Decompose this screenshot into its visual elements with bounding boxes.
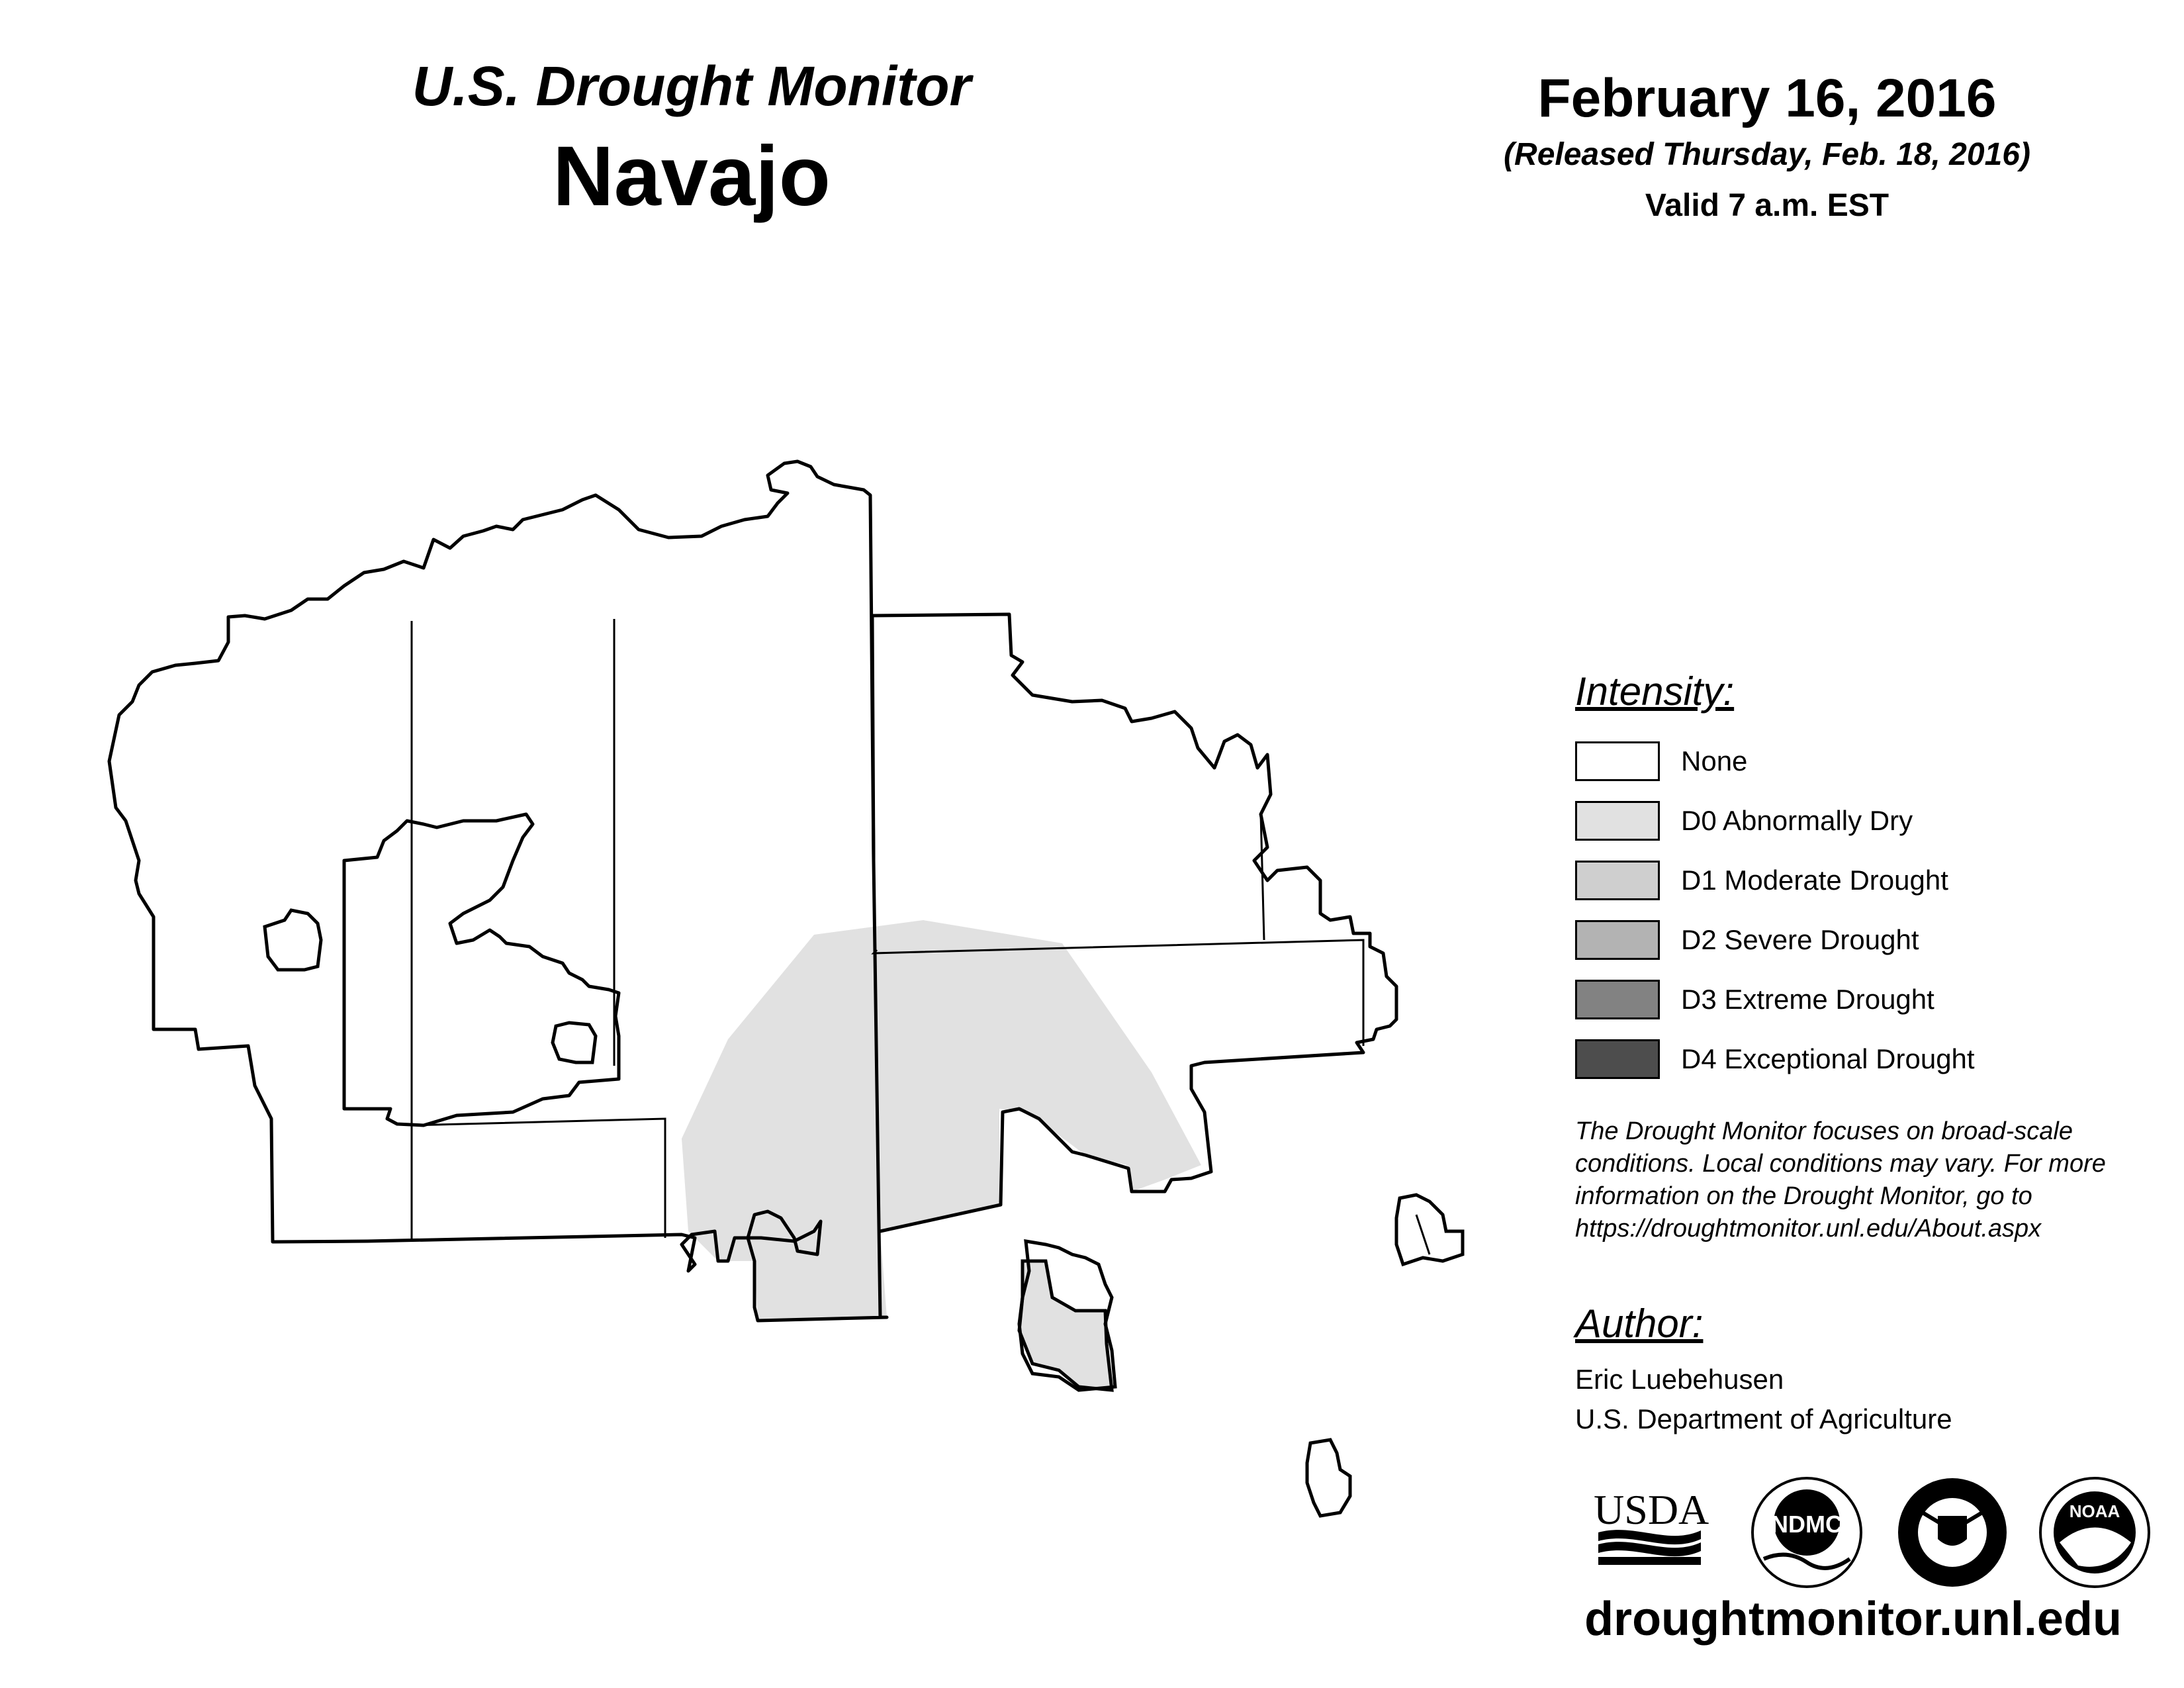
- note-line: The Drought Monitor focuses on broad-scale: [1575, 1117, 2073, 1145]
- legend-swatch-d0: [1575, 801, 1660, 841]
- footer-url[interactable]: droughtmonitor.unl.edu: [1584, 1593, 2122, 1646]
- legend-label: D3 Extreme Drought: [1681, 984, 1934, 1015]
- release-date: (Released Thursday, Feb. 18, 2016): [1504, 137, 2030, 173]
- usda-logo-text: USDA: [1594, 1486, 1709, 1533]
- author-org: U.S. Department of Agriculture: [1575, 1403, 1952, 1434]
- disclaimer-note: [1575, 1115, 2171, 1245]
- ndmc-logo-text: NDMC: [1771, 1511, 1843, 1538]
- noaa-logo: [2040, 1478, 2149, 1587]
- author-heading: Author:: [1575, 1301, 1704, 1346]
- legend-swatch-none: [1575, 741, 1660, 781]
- legend: [1575, 669, 2171, 1089]
- ndmc-logo: [1752, 1478, 1861, 1587]
- legend-swatch-d1: [1575, 861, 1660, 900]
- d0-drought-islands: [1019, 1261, 1112, 1390]
- legend-label: None: [1681, 745, 1748, 776]
- legend-item: [1575, 970, 2171, 1029]
- d0-drought-area: [682, 920, 1201, 1321]
- note-link[interactable]: https://droughtmonitor.unl.edu/About.aspx: [1575, 1215, 2042, 1243]
- commerce-seal-icon: [1898, 1478, 2007, 1587]
- legend-item: [1575, 791, 2171, 851]
- legend-label: D4 Exceptional Drought: [1681, 1043, 1975, 1074]
- legend-item: [1575, 910, 2171, 970]
- legend-item: [1575, 1029, 2171, 1089]
- inner-enclave-boundary: [344, 814, 619, 1125]
- map-date: February 16, 2016: [1537, 68, 1997, 128]
- legend-label: D0 Abnormally Dry: [1681, 805, 1913, 836]
- note-line: conditions. Local conditions may vary. For more: [1575, 1150, 2106, 1178]
- valid-time: Valid 7 a.m. EST: [1645, 188, 1889, 224]
- legend-swatch-d2: [1575, 920, 1660, 960]
- map-title: U.S. Drought Monitor: [412, 55, 972, 117]
- inner-lake-outline: [553, 1023, 596, 1062]
- noaa-logo-text: NOAA: [2069, 1501, 2120, 1521]
- legend-swatch-d4: [1575, 1039, 1660, 1079]
- note-line: information on the Drought Monitor, go to: [1575, 1182, 2032, 1210]
- legend-item: [1575, 851, 2171, 910]
- author-name: Eric Luebehusen: [1575, 1364, 1784, 1395]
- west-island-boundary: [265, 910, 321, 970]
- legend-label: D1 Moderate Drought: [1681, 865, 1948, 896]
- legend-item: [1575, 731, 2171, 791]
- legend-label: D2 Severe Drought: [1681, 924, 1919, 955]
- legend-title: Intensity:: [1575, 669, 1735, 714]
- legend-swatch-d3: [1575, 980, 1660, 1019]
- usda-logo: [1594, 1486, 1709, 1565]
- region-name: Navajo: [553, 128, 831, 224]
